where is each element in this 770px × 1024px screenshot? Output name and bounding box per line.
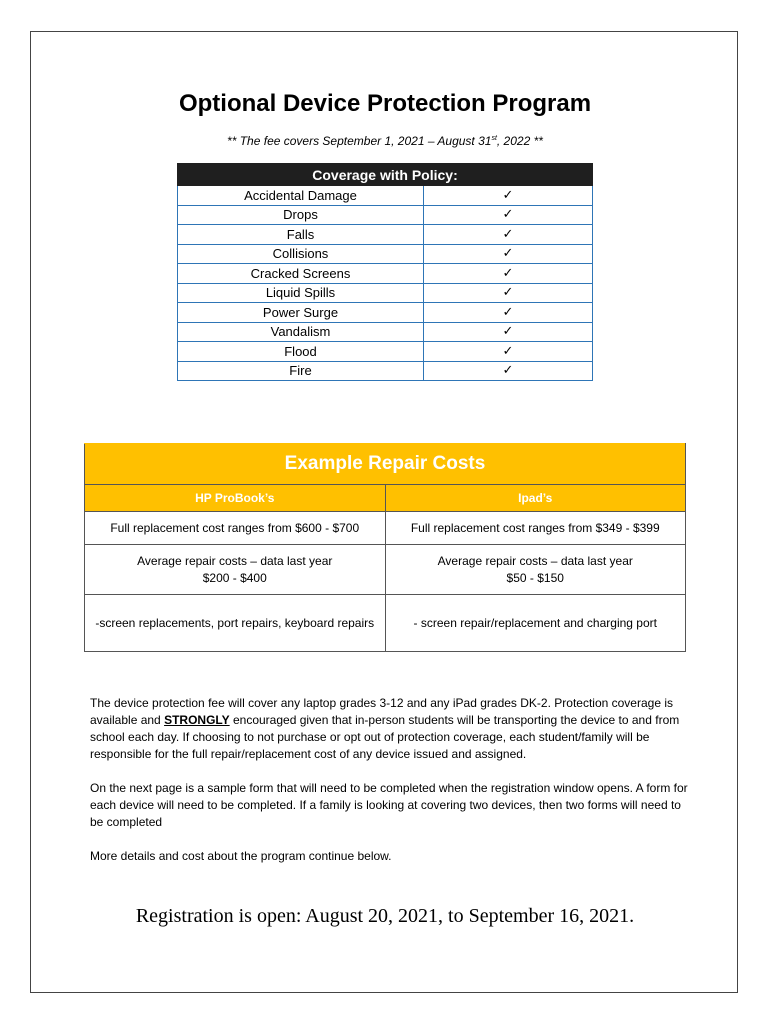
check-icon: ✓ bbox=[424, 225, 593, 245]
coverage-item: Cracked Screens bbox=[178, 264, 424, 284]
coverage-period-end: , 2022 ** bbox=[496, 134, 543, 148]
check-icon: ✓ bbox=[424, 264, 593, 284]
coverage-row bbox=[178, 244, 593, 264]
table-row bbox=[85, 545, 686, 595]
hp-replacement-cost: Full replacement cost ranges from $600 - $700 bbox=[85, 512, 386, 545]
coverage-row bbox=[178, 361, 593, 381]
ordinal-suffix: st bbox=[491, 135, 497, 142]
coverage-table-header: Coverage with Policy: bbox=[178, 164, 593, 186]
coverage-item: Drops bbox=[178, 205, 424, 225]
coverage-period bbox=[0, 134, 770, 148]
coverage-item: Collisions bbox=[178, 244, 424, 264]
hp-average-repair-range: $200 - $400 bbox=[202, 570, 267, 585]
program-description bbox=[90, 695, 690, 882]
hp-repair-types: -screen replacements, port repairs, keyboard repairs bbox=[85, 595, 386, 652]
coverage-paragraph bbox=[90, 695, 690, 763]
coverage-item: Vandalism bbox=[178, 322, 424, 342]
repair-costs-title: Example Repair Costs bbox=[85, 444, 686, 485]
check-icon: ✓ bbox=[424, 303, 593, 323]
repair-costs-table bbox=[84, 443, 686, 652]
coverage-row bbox=[178, 225, 593, 245]
coverage-item: Fire bbox=[178, 361, 424, 381]
coverage-period-start: ** The fee covers September 1, 2021 – August 31 bbox=[227, 134, 492, 148]
coverage-item: Accidental Damage bbox=[178, 186, 424, 206]
coverage-item: Flood bbox=[178, 342, 424, 362]
table-row bbox=[85, 512, 686, 545]
column-header-ipad: Ipad’s bbox=[385, 485, 686, 512]
registration-dates: Registration is open: August 20, 2021, to September 16, 2021. bbox=[135, 905, 635, 927]
details-paragraph: More details and cost about the program continue below. bbox=[90, 849, 392, 863]
coverage-table bbox=[177, 163, 593, 381]
coverage-row bbox=[178, 205, 593, 225]
coverage-item: Falls bbox=[178, 225, 424, 245]
check-icon: ✓ bbox=[424, 186, 593, 206]
coverage-row bbox=[178, 342, 593, 362]
ipad-replacement-cost: Full replacement cost ranges from $349 - $399 bbox=[385, 512, 686, 545]
strongly-emphasis: STRONGLY bbox=[164, 713, 230, 727]
coverage-paragraph-text: The device protection fee will cover any laptop grades 3-12 and any iPad grades DK-2. Protection coverage is available and bbox=[90, 696, 673, 727]
coverage-row bbox=[178, 186, 593, 206]
coverage-row bbox=[178, 322, 593, 342]
ipad-repair-types: - screen repair/replacement and charging port bbox=[385, 595, 686, 652]
ipad-average-repair-label: Average repair costs – data last year bbox=[437, 553, 633, 568]
hp-average-repair-cost bbox=[85, 545, 386, 595]
coverage-row bbox=[178, 303, 593, 323]
column-header-hp-probook: HP ProBook’s bbox=[85, 485, 386, 512]
coverage-item: Liquid Spills bbox=[178, 283, 424, 303]
coverage-row bbox=[178, 264, 593, 284]
table-row bbox=[85, 595, 686, 652]
coverage-item: Power Surge bbox=[178, 303, 424, 323]
check-icon: ✓ bbox=[424, 322, 593, 342]
coverage-paragraph-text-cont: encouraged given that in-person students will be transporting the device to and from school each day. If choosing to not purchase or opt out of protection coverage, each student/family will be responsible for the full repair/replacement cost of any device issued and assigned. bbox=[90, 713, 680, 761]
check-icon: ✓ bbox=[424, 205, 593, 225]
hp-average-repair-label: Average repair costs – data last year bbox=[137, 553, 333, 568]
check-icon: ✓ bbox=[424, 361, 593, 381]
check-icon: ✓ bbox=[424, 283, 593, 303]
check-icon: ✓ bbox=[424, 244, 593, 264]
ipad-average-repair-range: $50 - $150 bbox=[506, 570, 564, 585]
form-paragraph: On the next page is a sample form that will need to be completed when the registration window opens. A form for each device will need to be completed. If a family is looking at covering two devices, then two forms will need to be completed bbox=[90, 781, 688, 829]
coverage-row bbox=[178, 283, 593, 303]
ipad-average-repair-cost bbox=[385, 545, 686, 595]
page-title: Optional Device Protection Program bbox=[178, 90, 592, 117]
check-icon: ✓ bbox=[424, 342, 593, 362]
